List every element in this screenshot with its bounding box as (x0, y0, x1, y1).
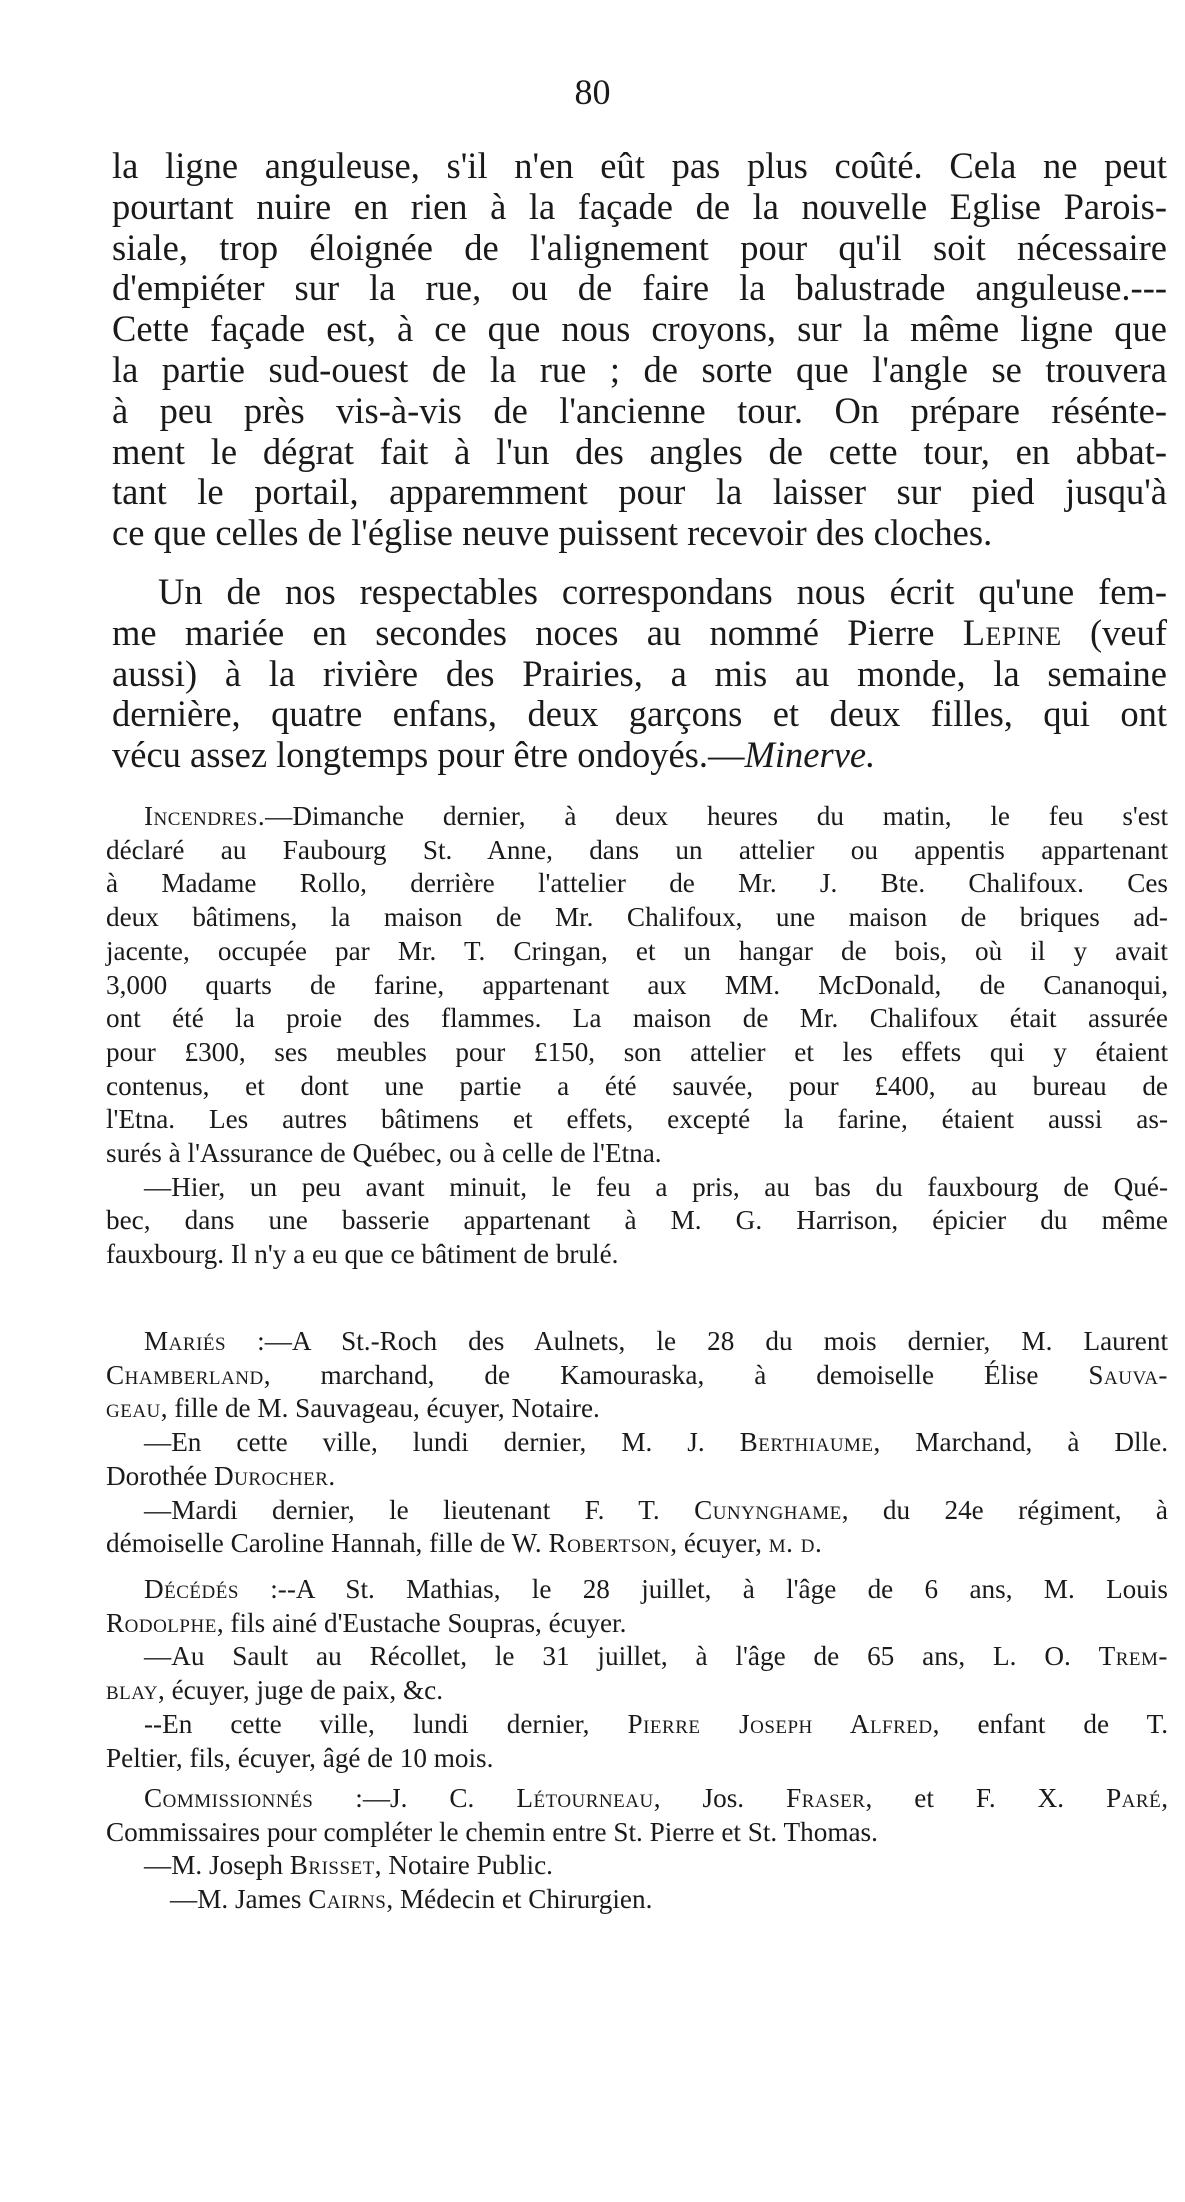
text-span: —Dimanche dernier, à deux heures du matin, le feu s'est (265, 801, 1168, 831)
text-line (106, 1573, 1168, 1607)
text-line (106, 1708, 1168, 1742)
text-span: :—J. C. (313, 1783, 517, 1813)
article-church-facade (112, 146, 1167, 554)
person-name: Fraser (786, 1783, 866, 1813)
text-line: ont été la proie des flammes. La maison de Mr. Chalifoux était assurée (106, 1003, 1168, 1034)
text-line (112, 735, 1167, 776)
text-line (106, 1494, 1168, 1528)
text-line (106, 1325, 1168, 1359)
text-span: —M. James (170, 1884, 309, 1915)
person-name: Chamberland (106, 1359, 264, 1390)
text-line (106, 1883, 1168, 1917)
text-span: :—A St.-Roch des Aulnets, le 28 du mois dernier, M. Laurent (226, 1326, 1168, 1356)
text-line: pour £300, ses meubles pour £150, son attelier et les effets qui y étaient (106, 1036, 1168, 1067)
text-line (106, 1392, 1168, 1426)
section-marriages (106, 1325, 1168, 1561)
text-span: démoiselle Caroline Hannah, fille de W. (106, 1528, 549, 1559)
text-line: tant le portail, apparemment pour la laisser sur pied jusqu'à (112, 471, 1167, 513)
text-span: —Mardi dernier, le lieutenant F. T. (144, 1494, 695, 1525)
text-line: la ligne anguleuse, s'il n'en eût pas plus coûté. Cela ne peut (112, 145, 1167, 186)
text-line: fauxbourg. Il n'y a eu que ce bâtiment de brulé. (106, 1239, 619, 1270)
text-line: dernière, quatre enfans, deux garçons et deux filles, qui ont (112, 693, 1167, 735)
section-heading: Mariés (144, 1326, 227, 1356)
section-heading: Incendres. (144, 801, 266, 831)
text-line: d'empiéter sur la rue, ou de faire la balustrade anguleuse.--- (112, 267, 1167, 309)
text-span: —Au Sault au Récollet, le 31 juillet, à l'âge de 65 ans, L. O. (144, 1641, 1099, 1672)
section-heading: Commissionnés (144, 1783, 314, 1813)
page-number: 80 (574, 72, 611, 112)
text-span: , Marchand, à Dlle. (873, 1427, 1168, 1458)
section-commissions (106, 1782, 1168, 1917)
person-name: Cairns (308, 1884, 387, 1915)
text-span: , écuyer, (670, 1528, 769, 1559)
text-line (106, 1527, 1168, 1561)
text-span: --En cette ville, lundi dernier, (144, 1708, 628, 1739)
person-name: Lepine (962, 611, 1062, 653)
text-line: contenus, et dont une partie a été sauvée, pour £400, au bureau de (106, 1070, 1168, 1101)
text-span: vécu assez longtemps pour être ondoyés.— (112, 734, 745, 776)
text-line (106, 1674, 1168, 1708)
text-span: , Notaire Public. (374, 1850, 553, 1881)
text-span: me mariée en secondes noces au nommé Pierre (112, 611, 963, 653)
text-span: :--A St. Mathias, le 28 juillet, à l'âge de 6 ans, M. Louis (238, 1574, 1168, 1604)
person-name: Robertson (548, 1528, 671, 1559)
text-line: la partie sud-ouest de la rue ; de sorte que l'angle se trouvera (112, 348, 1167, 390)
text-span: , fille de M. Sauvageau, écuyer, Notaire. (160, 1393, 600, 1424)
person-name: Trem- (1098, 1641, 1168, 1672)
text-line: surés à l'Assurance de Québec, ou à celle de l'Etna. (106, 1138, 662, 1169)
text-line: déclaré au Faubourg St. Anne, dans un attelier ou appentis appartenant (106, 834, 1168, 865)
text-span: , Médecin et Chirurgien. (386, 1884, 653, 1915)
person-name: Berthiaume (739, 1427, 874, 1458)
text-line (106, 1460, 1168, 1494)
text-span: , fils ainé d'Eustache Soupras, écuyer. (216, 1607, 627, 1638)
text-line: à Madame Rollo, derrière l'attelier de Mr. J. Bte. Chalifoux. Ces (106, 868, 1168, 899)
text-line: 3,000 quarts de farine, appartenant aux MM. McDonald, de Cananoqui, (106, 969, 1168, 1000)
text-span: . (328, 1460, 336, 1491)
text-line: ment le dégrat fait à l'un des angles de cette tour, en abbat- (112, 430, 1167, 472)
text-line: jacente, occupée par Mr. T. Cringan, et un hangar de bois, où il y avait (106, 935, 1168, 966)
text-span: , écuyer, juge de paix, &c. (157, 1675, 444, 1706)
title-abbrev: m. d. (768, 1528, 823, 1559)
text-line (106, 1359, 1168, 1393)
text-line (106, 1426, 1168, 1460)
person-name: Durocher (213, 1460, 329, 1491)
text-span: —En cette ville, lundi dernier, M. J. (144, 1427, 740, 1458)
person-name: blay (106, 1675, 158, 1706)
text-span: , du 24e régiment, à (841, 1494, 1169, 1525)
text-line: à peu près vis-à-vis de l'ancienne tour. On prépare résénte- (112, 389, 1167, 431)
text-line: —Hier, un peu avant minuit, le feu a pris, au bas du fauxbourg de Qué- (144, 1171, 1168, 1202)
person-name: Paré (1106, 1783, 1162, 1813)
text-span: (veuf (1061, 611, 1168, 653)
person-name: Rodolphe (106, 1607, 217, 1638)
text-line (106, 1782, 1168, 1816)
person-name: Létourneau (516, 1783, 654, 1813)
source-attribution: Minerve. (744, 734, 876, 776)
text-span: , Jos. (653, 1783, 787, 1813)
text-line (106, 1607, 1168, 1641)
text-line: l'Etna. Les autres bâtimens et effets, excepté la farine, étaient aussi as- (106, 1104, 1168, 1135)
section-fires (106, 800, 1168, 1272)
text-line: Un de nos respectables correspondans nous écrit qu'une fem- (158, 571, 1167, 612)
text-span: , et F. X. (865, 1783, 1107, 1813)
person-name: Sauva- (1088, 1359, 1168, 1390)
text-line (112, 613, 1167, 654)
text-line: aussi) à la rivière des Prairies, a mis au monde, la semaine (112, 652, 1167, 694)
text-line (106, 1849, 1168, 1883)
text-span: , enfant de T. (932, 1708, 1168, 1739)
text-span: , marchand, de Kamouraska, à demoiselle Élise (263, 1359, 1089, 1390)
text-line: Cette façade est, à ce que nous croyons, sur la même ligne que (112, 308, 1167, 350)
text-line: deux bâtimens, la maison de Mr. Chalifoux, une maison de briques ad- (106, 902, 1168, 933)
text-span: , (1161, 1783, 1168, 1813)
text-span: —M. Joseph (144, 1850, 290, 1881)
text-line: ce que celles de l'église neuve puissent recevoir des cloches. (112, 512, 993, 554)
text-line (106, 1640, 1168, 1674)
text-span: Dorothée (106, 1460, 214, 1491)
section-heading: Décédés (144, 1574, 239, 1604)
person-name: Pierre Joseph Alfred (627, 1708, 933, 1739)
section-deaths (106, 1573, 1168, 1775)
text-line: Commissaires pour compléter le chemin entre St. Pierre et St. Thomas. (106, 1816, 878, 1847)
person-name: Brisset (289, 1850, 375, 1881)
person-name: Cunynghame (694, 1494, 842, 1525)
text-line: pourtant nuire en rien à la façade de la nouvelle Eglise Parois- (112, 185, 1167, 227)
text-line: siale, trop éloignée de l'alignement pour qu'il soit nécessaire (112, 226, 1167, 268)
text-line (106, 800, 1168, 834)
text-line: bec, dans une basserie appartenant à M. G. Harrison, épicier du même (106, 1205, 1168, 1236)
text-line: Peltier, fils, écuyer, âgé de 10 mois. (106, 1742, 494, 1773)
person-name: geau (106, 1393, 161, 1424)
article-quadruplets (112, 572, 1167, 776)
